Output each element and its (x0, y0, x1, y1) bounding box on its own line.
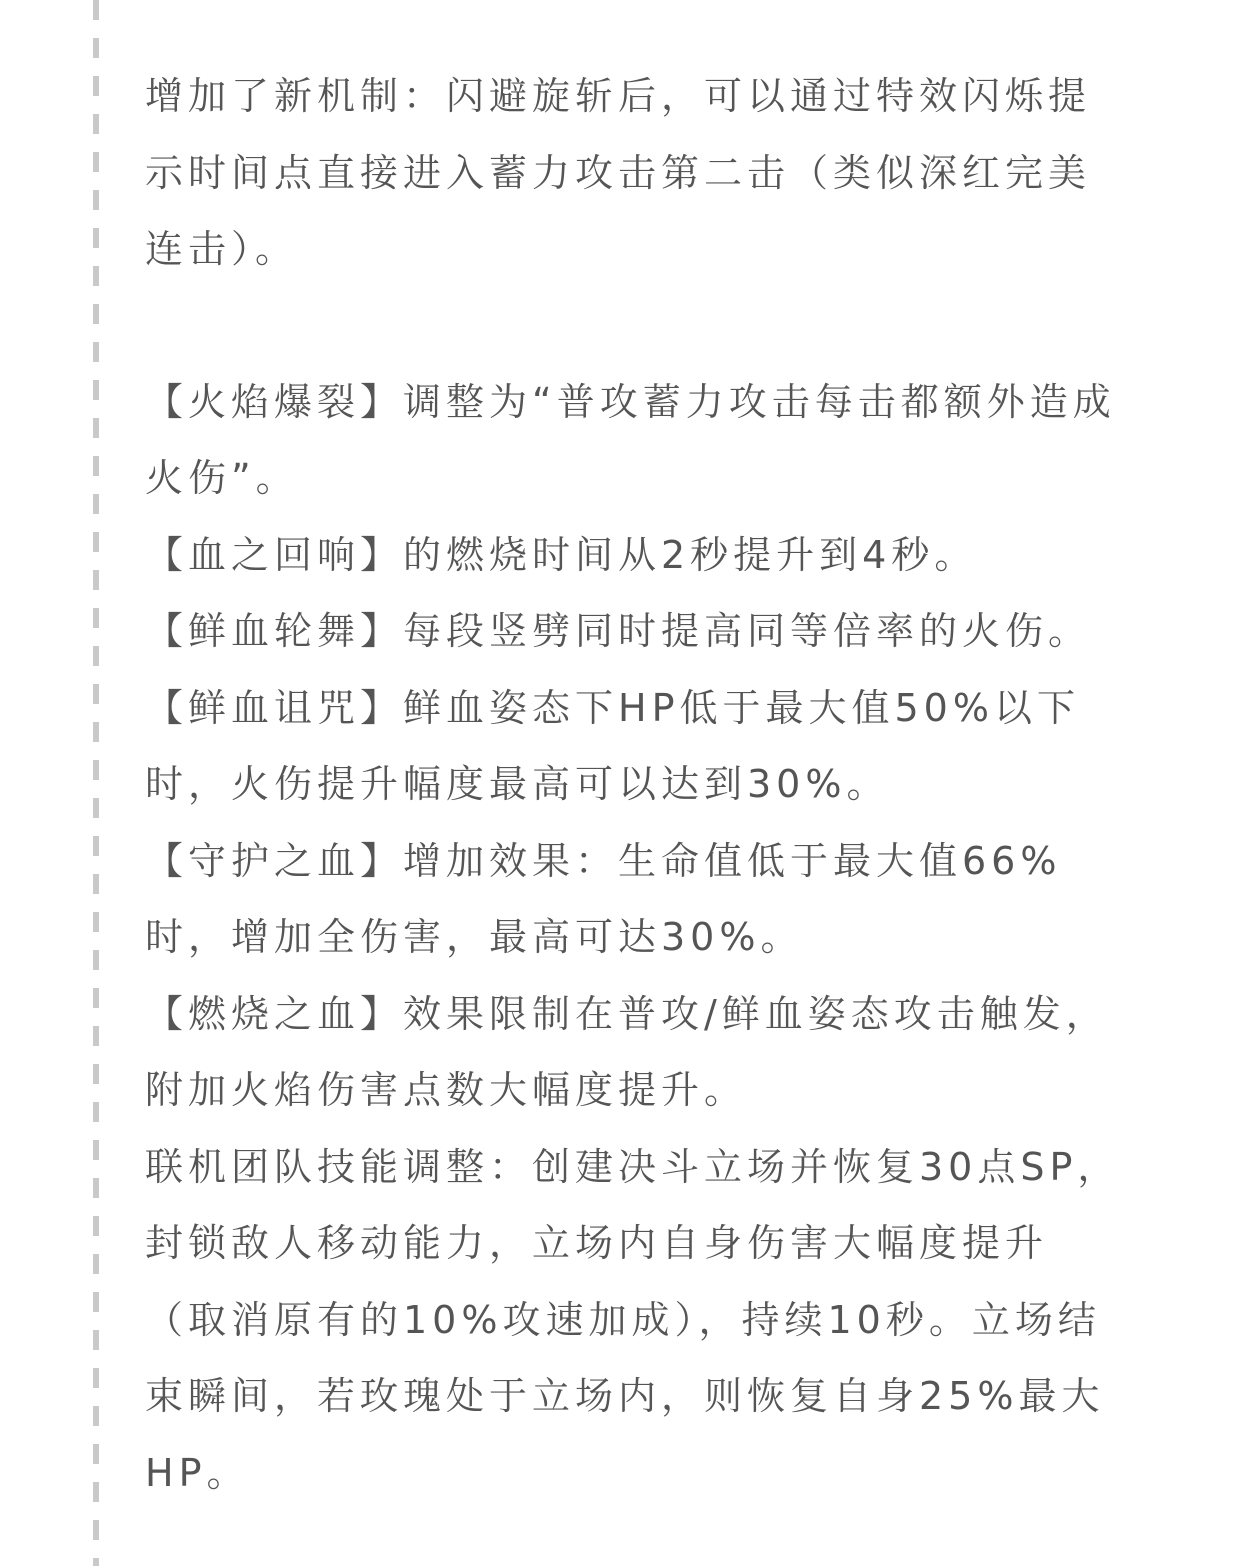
paragraph-new-mechanic: 增加了新机制：闪避旋斩后，可以通过特效闪烁提 示时间点直接进入蓄力攻击第二击（类似深红完美 连击）。 (145, 74, 1092, 271)
paragraph-blood-echo: 【血之回响】的燃烧时间从2秒提升到4秒。 (145, 532, 978, 577)
dashed-quote-rail (93, 0, 99, 1566)
paragraph-blood-dance: 【鲜血轮舞】每段竖劈同时提高同等倍率的火伤。 (145, 609, 1092, 653)
article-body (145, 58, 1185, 1511)
paragraph-burning-blood: 【燃烧之血】效果限制在普攻/鲜血姿态攻击触发， 附加火焰伤害点数大幅度提升。 (145, 991, 1109, 1112)
paragraph-guardian-blood: 【守护之血】增加效果：生命值低于最大值66% 时，增加全伤害，最高可达30%。 (145, 838, 1062, 959)
paragraph-blood-curse: 【鲜血诅咒】鲜血姿态下HP低于最大值50%以下 时，火伤提升幅度最高可以达到30%。 (145, 685, 1080, 806)
paragraph-team-skill: 联机团队技能调整：创建决斗立场并恢复30点SP， 封锁敌人移动能力，立场内自身伤害大幅度提升 （取消原有的10%攻速加成），持续10秒。立场结 束瞬间，若玫瑰处于立场内，则恢复自身25%最大 HP。 (145, 1144, 1121, 1495)
paragraph-flame-burst: 【火焰爆裂】调整为“普攻蓄力攻击每击都额外造成 火伤”。 (145, 379, 1116, 500)
